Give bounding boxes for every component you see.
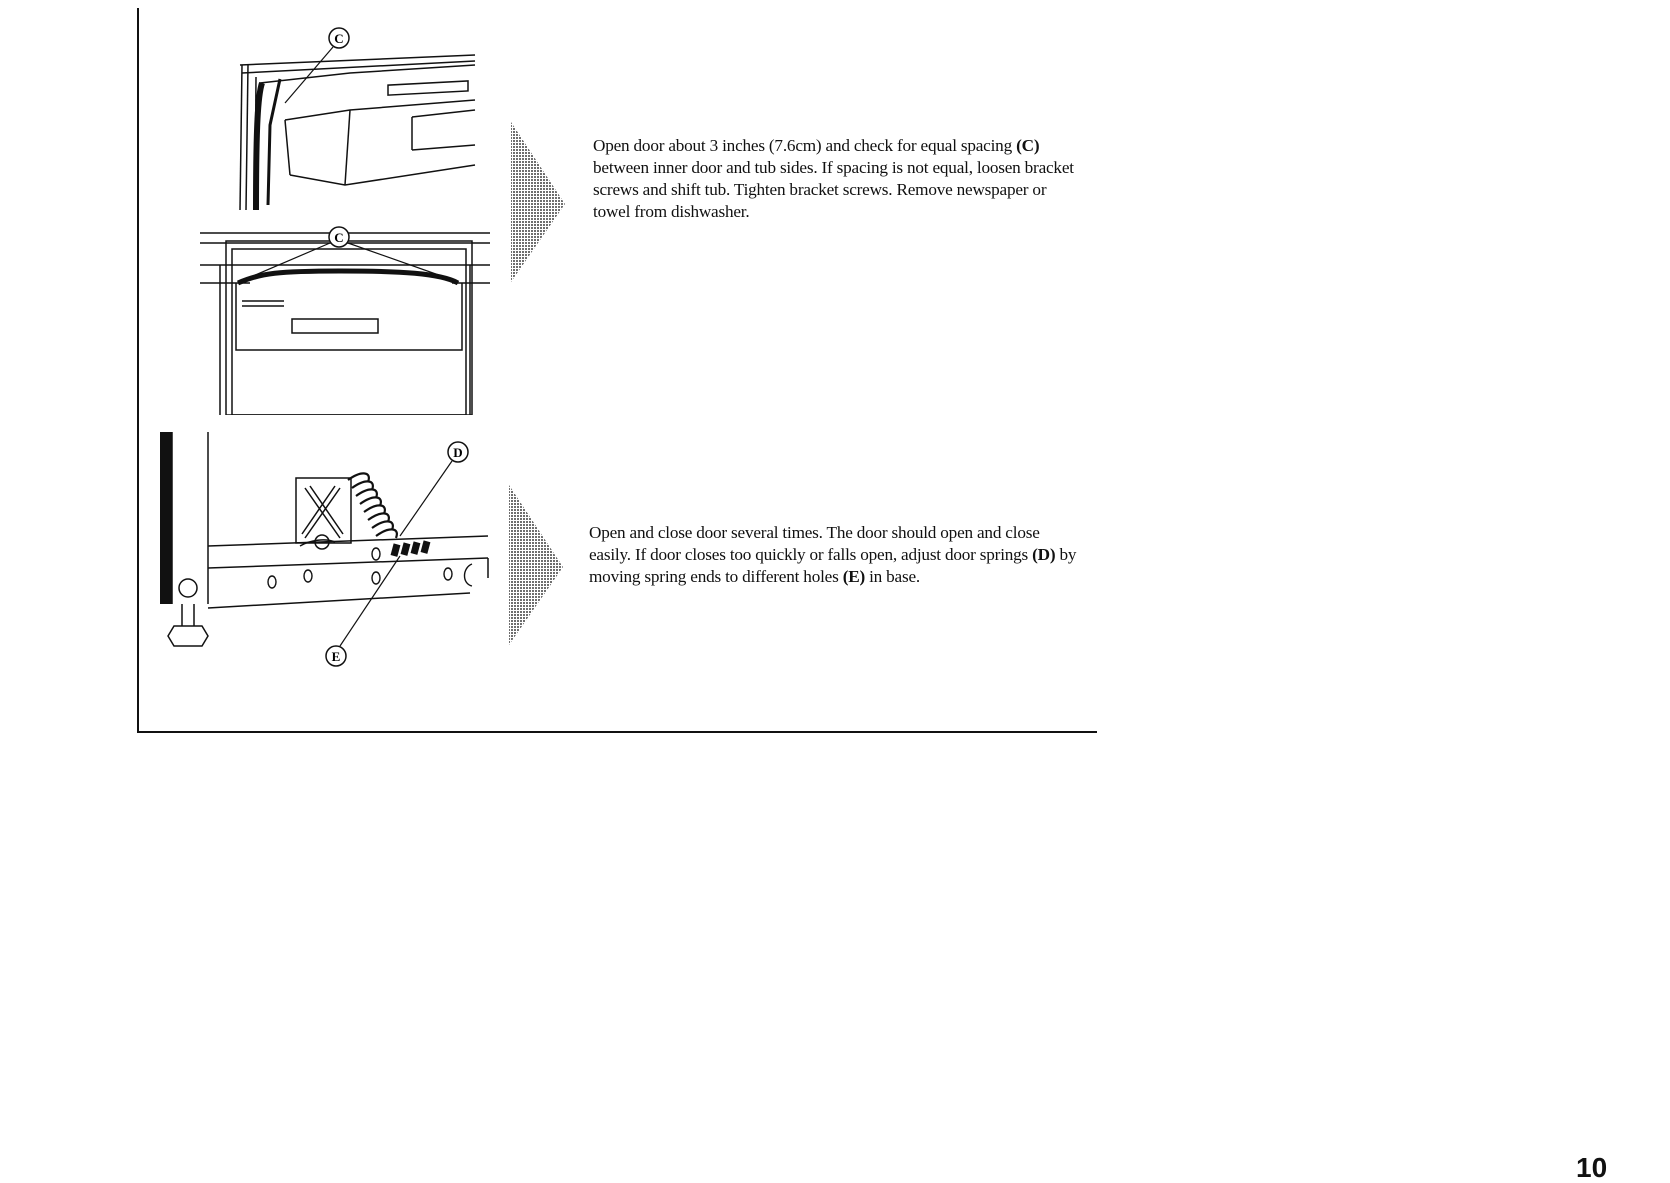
callout-c-bottom: C (334, 230, 344, 245)
frame-bottom-rule (137, 731, 1097, 733)
step-2-instructions (589, 522, 1079, 588)
step-1-ref-c: (C) (1016, 136, 1040, 155)
page-number: 10 (1576, 1152, 1608, 1183)
step-2-text-b: by moving spring ends to different holes (589, 545, 1077, 586)
callout-d: D (453, 445, 463, 460)
callout-c-top: C (334, 31, 344, 46)
step-1-arrow-icon (507, 122, 567, 282)
step-2-ref-e: (E) (842, 567, 865, 586)
step-2-text-a: Open and close door several times. The door should open and close easily. If door closes too quickly or falls open, adjust door springs (589, 523, 1040, 564)
step-2-text-c: in base. (865, 567, 920, 586)
frame-left-rule (137, 8, 139, 732)
step-1-instructions (593, 135, 1083, 223)
step-2-arrow-icon (505, 485, 565, 645)
step-1-text-b: between inner door and tub sides. If spacing is not equal, loosen bracket screws and shift tub. Tighten bracket screws. Remove newspaper or towel from dishwasher. (593, 158, 1074, 221)
door-spring-illustration (150, 428, 495, 683)
callout-e: E (331, 649, 341, 664)
door-spacing-illustration (200, 25, 490, 415)
step-1-text-a: Open door about 3 inches (7.6cm) and check for equal spacing (593, 136, 1017, 155)
step-2-ref-d: (D) (1032, 545, 1056, 564)
